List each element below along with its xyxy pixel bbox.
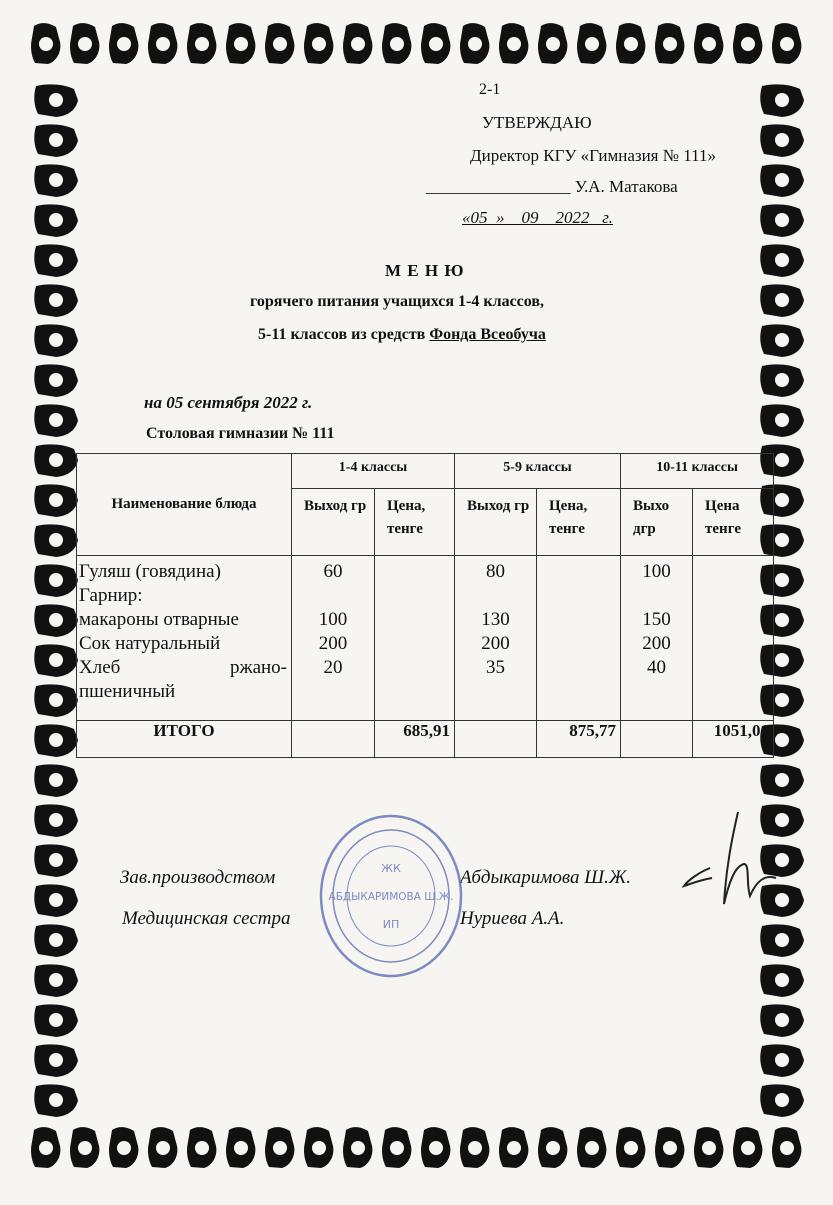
menu-subtitle-1: горячего питания учащихся 1-4 классов, — [250, 293, 545, 310]
dish-garnish-label: Гарнир: — [79, 585, 143, 606]
header-group-5-9: 5-9 классы — [455, 454, 621, 489]
output-10-11-makarony: 150 — [642, 609, 671, 630]
document-number: 2-1 — [479, 81, 501, 98]
price-10-11 — [693, 556, 774, 721]
output-5-9-makarony: 130 — [481, 609, 510, 630]
role-production-head: Зав.производством — [120, 867, 276, 888]
handwritten-signature — [680, 808, 780, 914]
price-5-9 — [537, 556, 621, 721]
output-5-9-hleb: 35 — [486, 657, 506, 678]
header-group-1-4: 1-4 классы — [292, 454, 455, 489]
menu-date: на 05 сентября 2022 г. — [144, 393, 313, 412]
total-label: ИТОГО — [77, 721, 292, 758]
director-signature-line: _________________ У.А. Матакова — [426, 177, 678, 196]
dish-makarony: макароны отварные — [79, 609, 239, 630]
ornament-border-top — [26, 16, 806, 74]
name-nurse: Нуриева А.А. — [460, 908, 565, 929]
output-5-9 — [455, 556, 537, 721]
stamp-middle: АБДЫКАРИМОВА Ш.Ж. — [328, 891, 454, 903]
stamp-top: ЖК — [381, 862, 401, 875]
total-empty-1 — [292, 721, 375, 758]
subtitle-prefix: 5-11 классов из средств — [258, 326, 430, 343]
header-price-2: Цена, тенге — [537, 489, 621, 556]
director-title: Директор КГУ «Гимназия № 111» — [470, 146, 716, 165]
name-production-head: Абдыкаримова Ш.Ж. — [460, 867, 631, 888]
output-1-4-sok: 200 — [318, 633, 348, 654]
fund-name: Фонда Всеобуча — [429, 326, 546, 343]
menu-subtitle-2 — [258, 326, 546, 344]
dish-hleb — [79, 656, 287, 680]
dish-list — [77, 556, 292, 721]
round-stamp — [318, 812, 464, 980]
menu-title: М Е Н Ю — [385, 261, 465, 280]
table-header-row — [77, 454, 774, 489]
dish-hleb-type: ржано- — [229, 657, 287, 678]
header-price-3: Цена тенге — [693, 489, 774, 556]
ornament-border-bottom — [26, 1120, 806, 1178]
output-1-4 — [292, 556, 375, 721]
output-1-4-makarony: 100 — [318, 609, 348, 630]
output-10-11-hleb: 40 — [647, 657, 667, 678]
output-5-9-sok: 200 — [481, 633, 510, 654]
total-price-1-4: 685,91 — [375, 721, 455, 758]
header-output-2: Выход гр — [455, 489, 537, 556]
total-empty-3 — [621, 721, 693, 758]
approval-date: «05_»__09__2022_ г. — [462, 208, 613, 227]
header-group-10-11: 10-11 классы — [621, 454, 774, 489]
output-10-11-sok: 200 — [642, 633, 671, 654]
header-price-1: Цена, тенге — [375, 489, 455, 556]
output-10-11-gulyash: 100 — [642, 561, 671, 582]
dish-hleb-word: Хлеб — [79, 657, 121, 678]
dish-hleb-continued: пшеничный — [79, 681, 176, 702]
output-1-4-gulyash: 60 — [323, 561, 343, 582]
output-5-9-gulyash: 80 — [486, 561, 506, 582]
role-nurse: Медицинская сестра — [122, 908, 291, 929]
total-empty-2 — [455, 721, 537, 758]
stamp-bottom: ИП — [382, 918, 400, 931]
header-output-3: Выхо дгр — [621, 489, 693, 556]
header-dish-name: Наименование блюда — [77, 454, 292, 556]
dish-sok: Сок натуральный — [79, 633, 221, 654]
menu-table — [76, 453, 774, 758]
price-1-4 — [375, 556, 455, 721]
dish-gulyash: Гуляш (говядина) — [79, 561, 221, 582]
table-row-dishes — [77, 556, 774, 721]
approve-label: УТВЕРЖДАЮ — [482, 113, 592, 132]
header-output-1: Выход гр — [292, 489, 375, 556]
total-price-5-9: 875,77 — [537, 721, 621, 758]
output-1-4-hleb: 20 — [323, 657, 343, 678]
output-10-11 — [621, 556, 693, 721]
table-row-total — [77, 721, 774, 758]
total-price-10-11: 1051,01 — [693, 721, 774, 758]
canteen-name: Столовая гимназии № 111 — [146, 425, 335, 442]
